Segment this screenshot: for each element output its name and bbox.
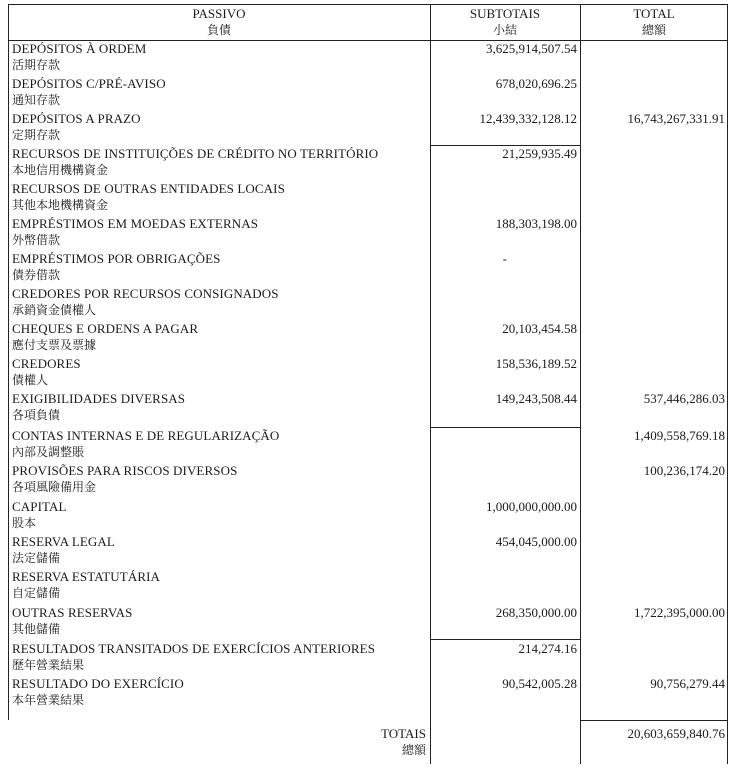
row-label-zh: 本年營業結果 (12, 693, 85, 707)
row-label-pt: CAPITAL (12, 499, 67, 514)
table-row (8, 215, 728, 250)
row-subtotal: 158,536,189.52 (495, 356, 577, 371)
table-row (8, 180, 728, 215)
row-label-zh: 各項負債 (12, 408, 61, 422)
header-passivo (8, 4, 430, 40)
table-row (8, 390, 728, 425)
row-total: 1,409,558,769.18 (634, 428, 725, 443)
table-row (8, 145, 728, 180)
row-label-pt: RESERVA ESTATUTÁRIA (12, 569, 161, 584)
row-label-pt: CHEQUES E ORDENS A PAGAR (12, 321, 199, 336)
table-row (8, 355, 728, 390)
header-passivo-pt: PASSIVO (192, 6, 246, 21)
table-row (8, 40, 728, 75)
row-total: 537,446,286.03 (643, 391, 725, 406)
row-label-zh: 法定儲備 (12, 551, 61, 565)
table-row (8, 568, 728, 603)
row-label-zh: 其他本地機構資金 (12, 198, 109, 212)
table-row (8, 640, 728, 675)
totals-label-pt: TOTAIS (381, 726, 426, 741)
row-label-zh: 本地信用機構資金 (12, 163, 109, 177)
row-label-pt: DEPÓSITOS C/PRÉ-AVISO (12, 76, 166, 91)
table-row (8, 462, 728, 497)
header-subtotais-zh: 小結 (492, 23, 517, 37)
row-label-pt: DEPÓSITOS À ORDEM (12, 41, 147, 56)
row-label-pt: RESULTADO DO EXERCÍCIO (12, 676, 184, 691)
top-border (8, 4, 728, 5)
row-label-zh: 外幣借款 (12, 233, 61, 247)
row-label-pt: EMPRÉSTIMOS EM MOEDAS EXTERNAS (12, 216, 259, 231)
row-subtotal: 3,625,914,507.54 (486, 41, 577, 56)
row-label-zh: 定期存款 (12, 128, 61, 142)
table-row (8, 320, 728, 355)
table-row (8, 498, 728, 533)
table-row (8, 533, 728, 568)
row-label-zh: 歷年營業結果 (12, 658, 85, 672)
row-label-zh: 股本 (12, 516, 37, 530)
totals-value: 20,603,659,840.76 (627, 726, 725, 741)
row-label-zh: 自定儲備 (12, 586, 61, 600)
totals-label-zh: 總額 (401, 743, 426, 757)
row-subtotal: 214,274.16 (518, 641, 577, 656)
row-subtotal: 90,542,005.28 (502, 676, 577, 691)
row-total: 16,743,267,331.91 (627, 111, 725, 126)
row-total: 1,722,395,000.00 (634, 605, 725, 620)
row-label-zh: 債權人 (12, 373, 49, 387)
row-label-pt: RESERVA LEGAL (12, 534, 115, 549)
header-total-zh: 總額 (641, 23, 666, 37)
header-total-pt: TOTAL (633, 6, 675, 21)
row-subtotal: 268,350,000.00 (495, 605, 577, 620)
totals-divider (580, 720, 728, 721)
header-total (580, 4, 728, 40)
row-subtotal: - (502, 251, 507, 266)
row-label-pt: CREDORES (12, 356, 81, 371)
row-label-pt: RESULTADOS TRANSITADOS DE EXERCÍCIOS ANTERIORES (12, 641, 376, 656)
table-row (8, 675, 728, 710)
table-row (8, 427, 728, 462)
row-label-zh: 債券借款 (12, 268, 61, 282)
row-label-pt: RECURSOS DE OUTRAS ENTIDADES LOCAIS (12, 181, 285, 196)
balance-sheet-liabilities (8, 4, 728, 764)
row-total: 90,756,279.44 (650, 676, 725, 691)
row-subtotal: 188,303,198.00 (495, 216, 577, 231)
table-row (8, 604, 728, 639)
row-label-pt: EXIGIBILIDADES DIVERSAS (12, 391, 186, 406)
table-row (8, 75, 728, 110)
row-label-pt: RECURSOS DE INSTITUIÇÕES DE CRÉDITO NO TERRITÓRIO (12, 146, 379, 161)
table-row (8, 285, 728, 320)
row-total: 100,236,174.20 (643, 463, 725, 478)
header-passivo-zh: 負債 (206, 23, 231, 37)
table-row (8, 110, 728, 145)
row-subtotal: 149,243,508.44 (495, 391, 577, 406)
row-subtotal: 678,020,696.25 (495, 76, 577, 91)
row-label-zh: 承銷資金債權人 (12, 303, 97, 317)
row-label-pt: EMPRÉSTIMOS POR OBRIGAÇÕES (12, 251, 221, 266)
row-label-zh: 各項風險備用金 (12, 480, 97, 494)
header-subtotais-pt: SUBTOTAIS (469, 6, 541, 21)
row-label-zh: 應付支票及票據 (12, 338, 97, 352)
row-label-zh: 通知存款 (12, 93, 61, 107)
row-label-pt: DEPÓSITOS A PRAZO (12, 111, 141, 126)
row-label-pt: CREDORES POR RECURSOS CONSIGNADOS (12, 286, 279, 301)
table-row (8, 250, 728, 285)
row-label-zh: 內部及調整賬 (12, 445, 85, 459)
row-label-pt: OUTRAS RESERVAS (12, 605, 133, 620)
row-subtotal: 12,439,332,128.12 (479, 111, 577, 126)
row-label-zh: 其他儲備 (12, 622, 61, 636)
row-label-pt: CONTAS INTERNAS E DE REGULARIZAÇÃO (12, 428, 280, 443)
row-label-zh: 活期存款 (12, 58, 61, 72)
row-subtotal: 21,259,935.49 (502, 146, 577, 161)
row-label-pt: PROVISÕES PARA RISCOS DIVERSOS (12, 463, 238, 478)
row-subtotal: 20,103,454.58 (502, 321, 577, 336)
row-subtotal: 454,045,000.00 (495, 534, 577, 549)
totals-label (8, 726, 426, 758)
row-subtotal: 1,000,000,000.00 (486, 499, 577, 514)
header-subtotais (430, 4, 580, 40)
